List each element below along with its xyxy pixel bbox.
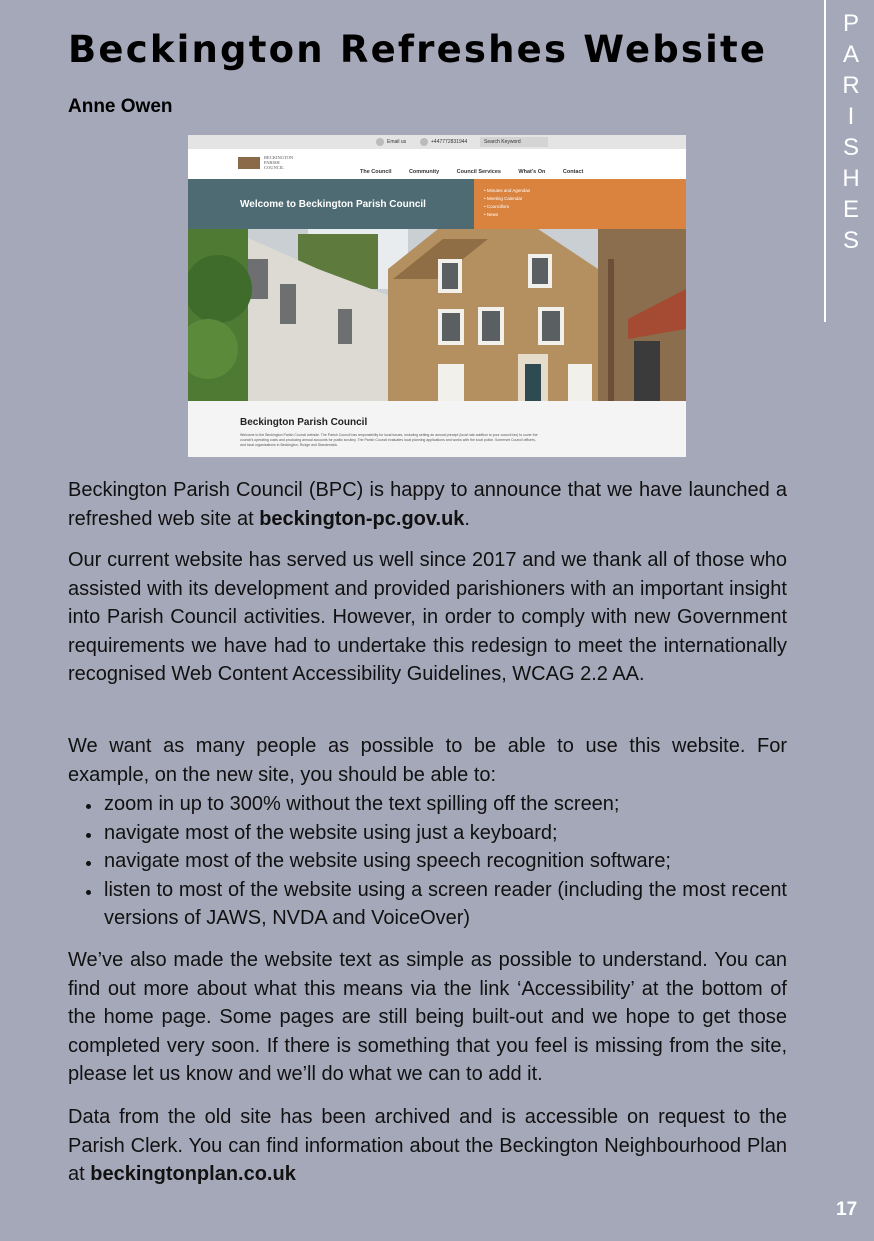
side-letter: S xyxy=(842,134,859,161)
list-item: navigate most of the website using just a keyboard; xyxy=(68,819,787,848)
quick-link: • Meeting Calendar xyxy=(484,196,523,201)
nav-item: What's On xyxy=(518,169,546,175)
paragraph-history: Our current website has served us well since 2017 and we thank all of those who assisted with its development and provided parishioners with an important insight into Parish Council activities. However, in order to comply with new Government requirements we have had to undertake this redesign to meet the internationally recognised Web Content Accessibility Guidelines, WCAG 2.2 AA. xyxy=(68,549,787,685)
website-link[interactable]: beckington-pc.gov.uk xyxy=(259,507,465,530)
side-letter: E xyxy=(842,196,859,223)
side-letter: R xyxy=(842,72,860,99)
screenshot-topbar xyxy=(188,135,686,149)
screenshot-intro xyxy=(188,401,686,457)
welcome-banner xyxy=(188,179,474,229)
nav-item: Council Services xyxy=(456,169,501,175)
list-item: zoom in up to 300% without the text spilling off the screen; xyxy=(68,790,787,819)
nav-item: The Council xyxy=(360,169,392,175)
logo-text: BECKINGTON PARISH COUNCIL xyxy=(264,155,294,170)
phone-link: +447772831944 xyxy=(420,137,467,147)
intro-text: Welcome to the Beckington Parish Council website. The Parish Council has responsibility for local issues, including setting an annual precept (local rate addition to your council tax) to cover the council's operating costs and producing annual accounts for public scrutiny. The Parish Council evaluates local planning applications and works with the local police, Somerset Council officers, and local organisations in Beckington, Rudge and Standerwick. xyxy=(240,433,538,447)
intro-title: Beckington Parish Council xyxy=(240,417,368,428)
section-side-tab xyxy=(824,0,874,322)
village-photo xyxy=(188,229,686,401)
nav-links xyxy=(360,160,596,178)
village-street-illustration xyxy=(188,229,686,401)
side-letter: P xyxy=(842,10,859,37)
council-logo xyxy=(238,157,260,169)
side-letter: S xyxy=(842,227,859,254)
quick-links-panel xyxy=(474,179,686,229)
side-letter: I xyxy=(847,103,855,130)
plan-link[interactable]: beckingtonplan.co.uk xyxy=(90,1163,296,1185)
paragraph-archive: Data from the old site has been archived and is accessible on request to the Parish Clerk. You can find information about the Beckington Neighbourhood Plan at beckingtonplan.co.uk xyxy=(68,1106,787,1185)
mail-icon xyxy=(376,138,384,146)
page-number: 17 xyxy=(836,1199,858,1220)
accessibility-list xyxy=(68,790,787,933)
quick-link: • News xyxy=(484,212,499,217)
nav-item: Community xyxy=(408,169,440,175)
quick-link: • Councillors xyxy=(484,204,510,209)
author-name: Anne Owen xyxy=(68,96,173,117)
website-screenshot xyxy=(188,135,686,457)
paragraph-simplicity: We’ve also made the website text as simple as possible to understand. You can find out more about what this means via the link ‘Accessibility’ at the bottom of the home page. Some pages are still being built-out and we hope to get those completed very soon. If there is something that you feel is missing from the site, please let us know and we’ll do what we can to add it. xyxy=(68,949,787,1085)
welcome-heading: Welcome to Beckington Parish Council xyxy=(240,199,426,210)
email-link: Email us xyxy=(376,137,406,147)
screenshot-navbar xyxy=(188,149,686,180)
nav-item: Contact xyxy=(562,169,584,175)
article-title: Beckington Refreshes Website xyxy=(68,28,768,71)
quick-link: • Minutes and Agendas xyxy=(484,188,531,193)
side-letter: A xyxy=(842,41,859,68)
side-letter: H xyxy=(842,165,860,192)
search-box: Search Keyword xyxy=(480,137,548,147)
paragraph-intro: Beckington Parish Council (BPC) is happy to announce that we have launched a refreshed web site at beckington-pc.gov.uk. xyxy=(68,479,787,530)
list-item: navigate most of the website using speech recognition software; xyxy=(68,847,787,876)
phone-icon xyxy=(420,138,428,146)
paragraph-goals: We want as many people as possible to be able to use this website. For example, on the new site, you should be able to: xyxy=(68,735,787,786)
list-item: listen to most of the website using a screen reader (including the most recent versions of JAWS, NVDA and VoiceOver) xyxy=(68,876,787,933)
